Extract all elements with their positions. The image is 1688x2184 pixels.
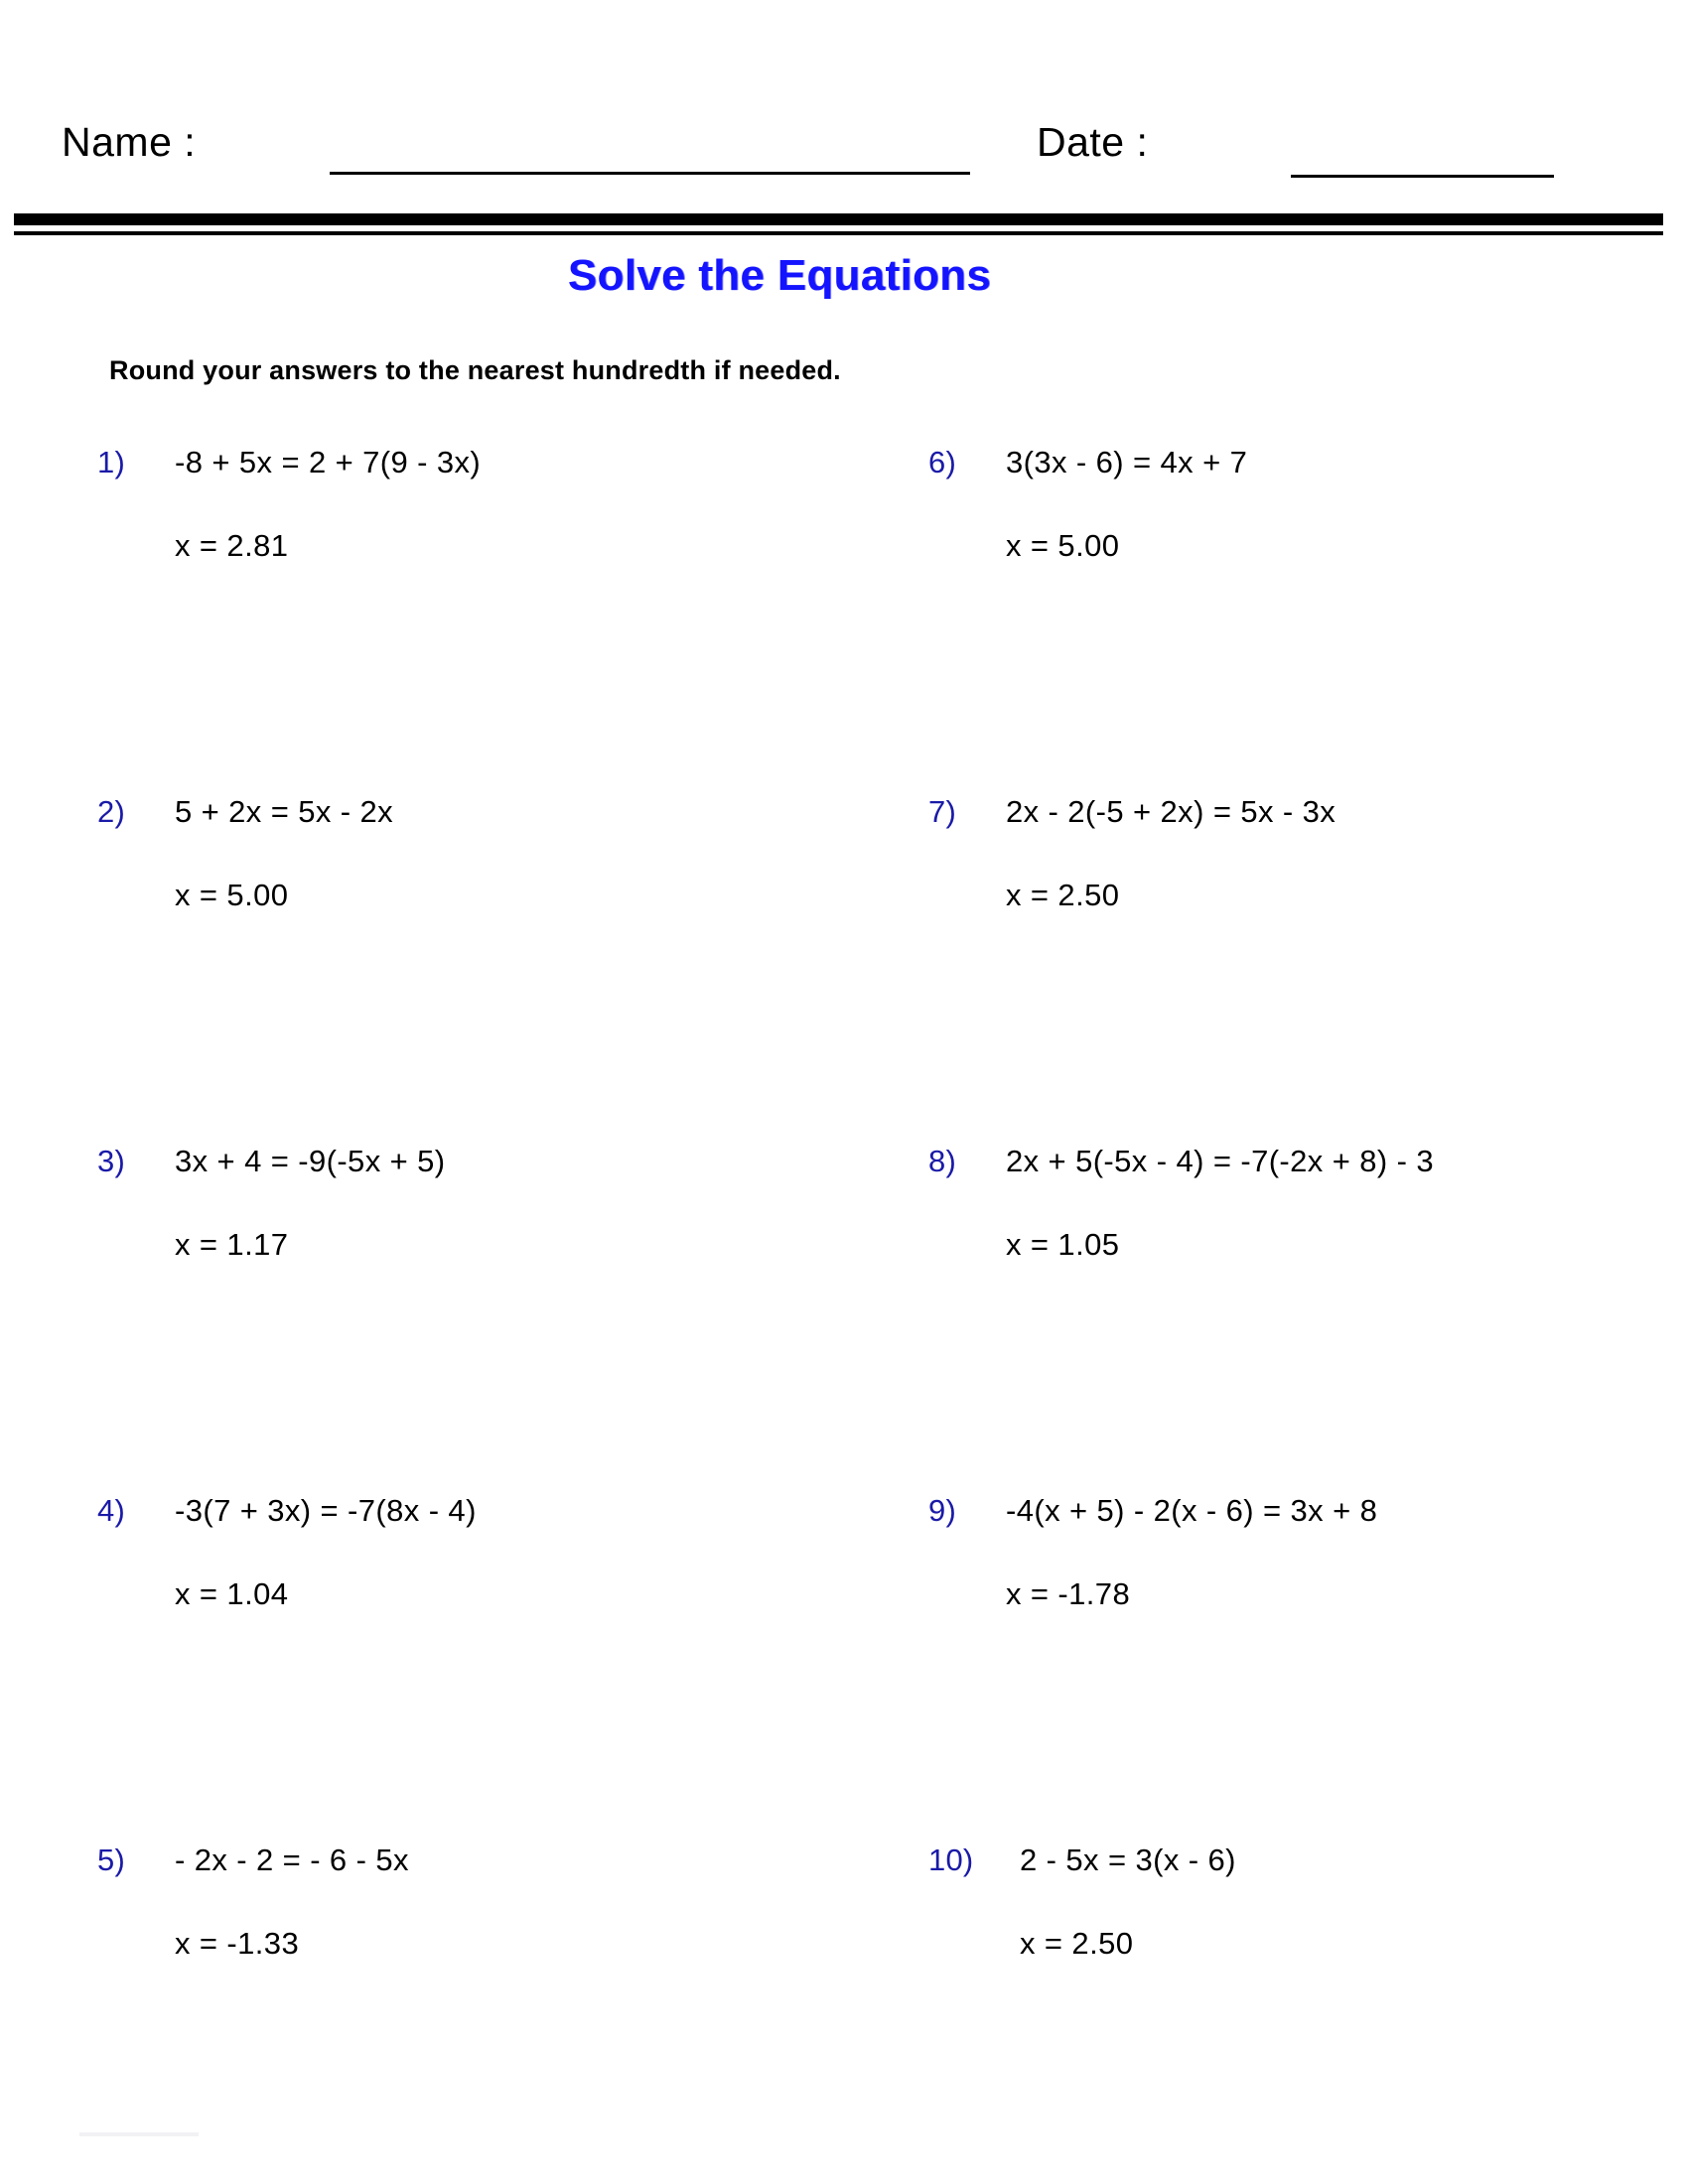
- problem-number: 10): [928, 1843, 974, 1877]
- problem-equation: -8 + 5x = 2 + 7(9 - 3x): [175, 445, 482, 479]
- problem-equation: -4(x + 5) - 2(x - 6) = 3x + 8: [1006, 1493, 1378, 1528]
- problem-answer: x = -1.78: [1006, 1576, 1131, 1611]
- problem-answer: x = 1.05: [1006, 1227, 1120, 1262]
- instruction-text: Round your answers to the nearest hundredth if needed.: [109, 355, 841, 385]
- divider-thin: [14, 231, 1663, 235]
- problem-answer: x = 5.00: [1006, 528, 1120, 563]
- worksheet-header: [0, 58, 1688, 165]
- problem-answer: x = 2.81: [175, 528, 289, 563]
- problem-number: 3): [97, 1144, 125, 1178]
- problem-equation: 2x + 5(-5x - 4) = -7(-2x + 8) - 3: [1006, 1144, 1434, 1178]
- problem-equation: -3(7 + 3x) = -7(8x - 4): [175, 1493, 477, 1528]
- problem-answer: x = 1.04: [175, 1576, 289, 1611]
- problem-number: 8): [928, 1144, 956, 1178]
- bottom-artifact: [79, 2132, 199, 2136]
- page-title-text: Solve the Equations: [567, 251, 992, 300]
- problem-number: 6): [928, 445, 956, 479]
- problem-equation: 2 - 5x = 3(x - 6): [1020, 1843, 1236, 1877]
- date-label: Date :: [1037, 119, 1149, 165]
- divider-thick: [14, 213, 1663, 225]
- problem-answer: x = 1.17: [175, 1227, 289, 1262]
- problem-equation: 5 + 2x = 5x - 2x: [175, 794, 394, 829]
- problem-number: 1): [97, 445, 125, 479]
- page-title: [0, 251, 1688, 301]
- problem-number: 5): [97, 1843, 125, 1877]
- problem-equation: 3x + 4 = -9(-5x + 5): [175, 1144, 446, 1178]
- problem-answer: x = 2.50: [1006, 878, 1120, 912]
- problem-answer: x = -1.33: [175, 1926, 300, 1961]
- problem-number: 9): [928, 1493, 956, 1528]
- name-label: Name :: [62, 119, 197, 165]
- problem-answer: x = 2.50: [1020, 1926, 1134, 1961]
- name-input-line[interactable]: [330, 172, 970, 175]
- problem-equation: - 2x - 2 = - 6 - 5x: [175, 1843, 409, 1877]
- problem-equation: 2x - 2(-5 + 2x) = 5x - 3x: [1006, 794, 1336, 829]
- problem-equation: 3(3x - 6) = 4x + 7: [1006, 445, 1248, 479]
- problem-number: 4): [97, 1493, 125, 1528]
- problem-number: 7): [928, 794, 956, 829]
- problem-number: 2): [97, 794, 125, 829]
- problem-answer: x = 5.00: [175, 878, 289, 912]
- date-input-line[interactable]: [1291, 175, 1554, 178]
